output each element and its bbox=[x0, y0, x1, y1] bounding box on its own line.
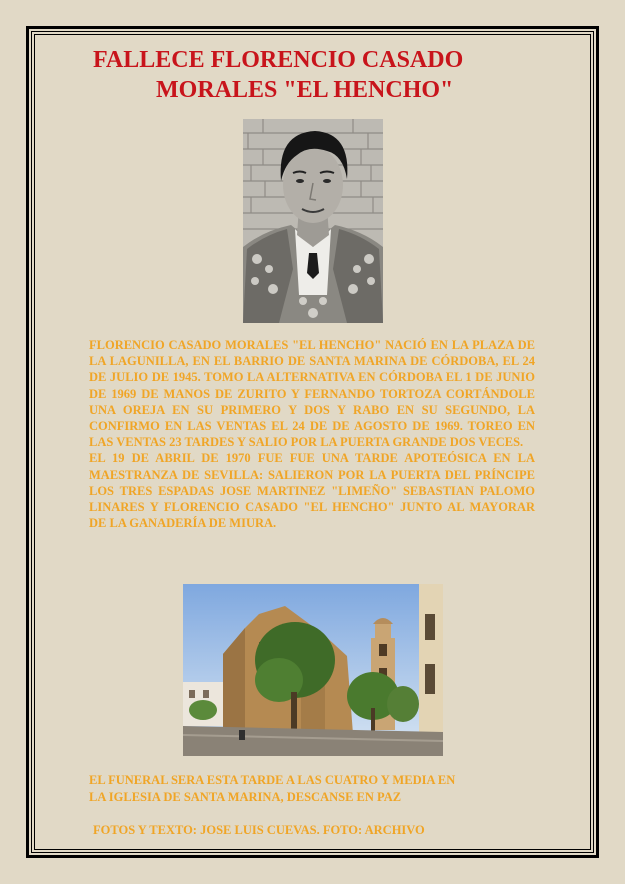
title-line-1: FALLECE FLORENCIO CASADO bbox=[93, 47, 464, 73]
photo-credits: FOTOS Y TEXTO: JOSE LUIS CUEVAS. FOTO: ARCHIVO bbox=[93, 823, 425, 837]
paragraph-maestranza: EL 19 DE ABRIL DE 1970 FUE FUE UNA TARDE APOTEÓSICA EN LA MAESTRANZA DE SEVILLA: SALIERON POR LA PUERTA DEL PRÍNCIPE LOS TRES ESPADAS JOSE MARTINEZ "LIMEÑO" SEBASTIAN PALOMO LINARES Y FLORENCIO CASADO "EL HENCHO" JUNTO AL MAYORAR DE LA GANADERÍA DE MIURA. bbox=[89, 451, 535, 531]
funeral-notice bbox=[89, 772, 539, 805]
funeral-line-2: LA IGLESIA DE SANTA MARINA, DESCANSE EN PAZ bbox=[89, 789, 402, 804]
article-body bbox=[89, 337, 535, 531]
funeral-line-1: EL FUNERAL SERA ESTA TARDE A LAS CUATRO Y MEDIA EN bbox=[89, 773, 456, 787]
title-line-2: MORALES "EL HENCHO" bbox=[156, 77, 454, 103]
church-photo bbox=[183, 584, 443, 756]
paragraph-biography: FLORENCIO CASADO MORALES "EL HENCHO" NACIÓ EN LA PLAZA DE LA LAGUNILLA, EN EL BARRIO DE SANTA MARINA DE CÓRDOBA, EL 24 DE JULIO DE 1945. TOMO LA ALTERNATIVA EN CÓRDOBA EL 1 DE JUNIO DE 1969 DE MANOS DE ZURITO Y FERNANDO TORTOZA CORTÁNDOLE UNA OREJA EN SU PRIMERO Y DOS Y RABO EN SU SEGUNDO, LA CONFIRMO EN LAS VENTAS EL 24 DE DE AGOSTO DE 1969. TOREO EN LAS VENTAS 23 TARDES Y SALIO POR LA PUERTA GRANDE DOS VECES. bbox=[89, 338, 535, 450]
portrait-photo bbox=[243, 119, 383, 323]
